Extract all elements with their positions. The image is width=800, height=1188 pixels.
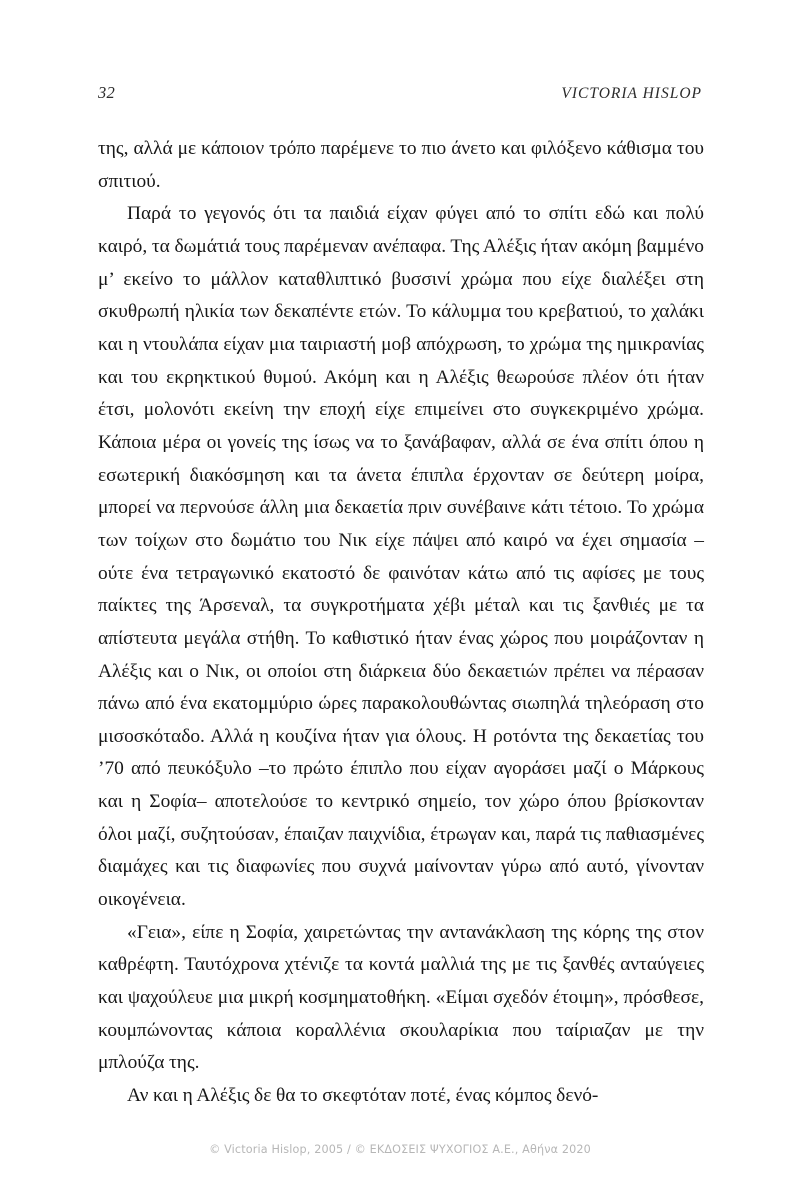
body-text	[98, 133, 704, 1113]
paragraph: της, αλλά με κάποιον τρόπο παρέμενε το πιο άνετο και φιλόξενο κάθισμα του σπιτιού.	[98, 138, 704, 192]
running-head	[98, 85, 702, 109]
page-footer	[0, 1140, 800, 1158]
paragraph: Παρά το γεγονός ότι τα παιδιά είχαν φύγει από το σπίτι εδώ και πολύ καιρό, τα δωμάτιά τους παρέμεναν ανέπαφα. Της Αλέξις ήταν ακόμη βαμμένο μ’ εκείνο το μάλλον καταθλιπτικό βυσσινί χρώμα που είχε διαλέξει στη σκυθρωπή ηλικία των δεκαπέντε ετών. Το κάλυμμα του κρεβατιού, το χαλάκι και η ντουλάπα είχαν μια ταιριαστή μοβ απόχρωση, το χρώμα της ημικρανίας και του εκρηκτικού θυμού. Ακόμη και η Αλέξις θεωρούσε πλέον ότι ήταν έτσι, μολονότι εκείνη την εποχή είχε επιμείνει στο συγκεκριμένο χρώμα. Κάποια μέρα οι γονείς της ίσως να το ξανάβαφαν, αλλά σε ένα σπίτι όπου η εσωτερική διακόσμηση και τα άνετα έπιπλα έρχονταν σε δεύτερη μοίρα, μπορεί να περνούσε άλλη μια δεκαετία πριν συνέβαινε κάτι τέτοιο. Το χρώμα των τοίχων στο δωμάτιο του Νικ είχε πάψει από καιρό να έχει σημασία – ούτε ένα τετραγωνικό εκατοστό δε φαινόταν κάτω από τις αφίσες με τους παίκτες της Άρσεναλ, τα συγκροτήματα χέβι μέταλ και τις ξανθιές με τα απίστευτα μεγάλα στήθη. Το καθιστικό ήταν ένας χώρος που μοιράζονταν η Αλέξις και ο Νικ, οι οποίοι στη διάρκεια δύο δεκαετιών πρέπει να πέρασαν πάνω από ένα εκατομμύριο ώρες παρακολουθώντας σιωπηλά τηλεόραση στο μισοσκόταδο. Αλλά η κουζίνα ήταν για όλους. Η ροτόντα της δεκαετίας του ’70 από πευκόξυλο –το πρώτο έπιπλο που είχαν αγοράσει μαζί ο Μάρκους και η Σοφία– αποτελούσε το κεντρικό σημείο, τον χώρο όπου βρίσκονταν όλοι μαζί, συζητούσαν, έπαιζαν παιχνίδια, έτρωγαν και, παρά τις παθιασμένες διαμάχες και τις διαφωνίες που συχνά μαίνονταν γύρω από αυτό, γίνονταν οικογένεια.	[98, 203, 704, 911]
paragraph: «Γεια», είπε η Σοφία, χαιρετώντας την αντανάκλαση της κόρης της στον καθρέφτη. Ταυτόχρονα χτένιζε τα κοντά μαλλιά της με τις ξανθές ανταύγειες και ψαχούλευε μια μικρή κοσμηματοθήκη. «Είμαι σχεδόν έτοιμη», πρόσθεσε, κουμπώνοντας κάποια κοραλλένια σκουλαρίκια που ταίριαζαν με την μπλούζα της.	[98, 921, 704, 1074]
running-head-title: VICTORIA HISLOP	[561, 85, 702, 102]
copyright-notice: © Victoria Hislop, 2005 / © ΕΚΔΟΣΕΙΣ ΨΥΧΟΓΙΟΣ Α.Ε., Αθήνα 2020	[209, 1143, 591, 1156]
paragraph: Αν και η Αλέξις δε θα το σκεφτόταν ποτέ, ένας κόμπος δενό-	[127, 1085, 599, 1107]
page-number: 32	[98, 83, 116, 102]
